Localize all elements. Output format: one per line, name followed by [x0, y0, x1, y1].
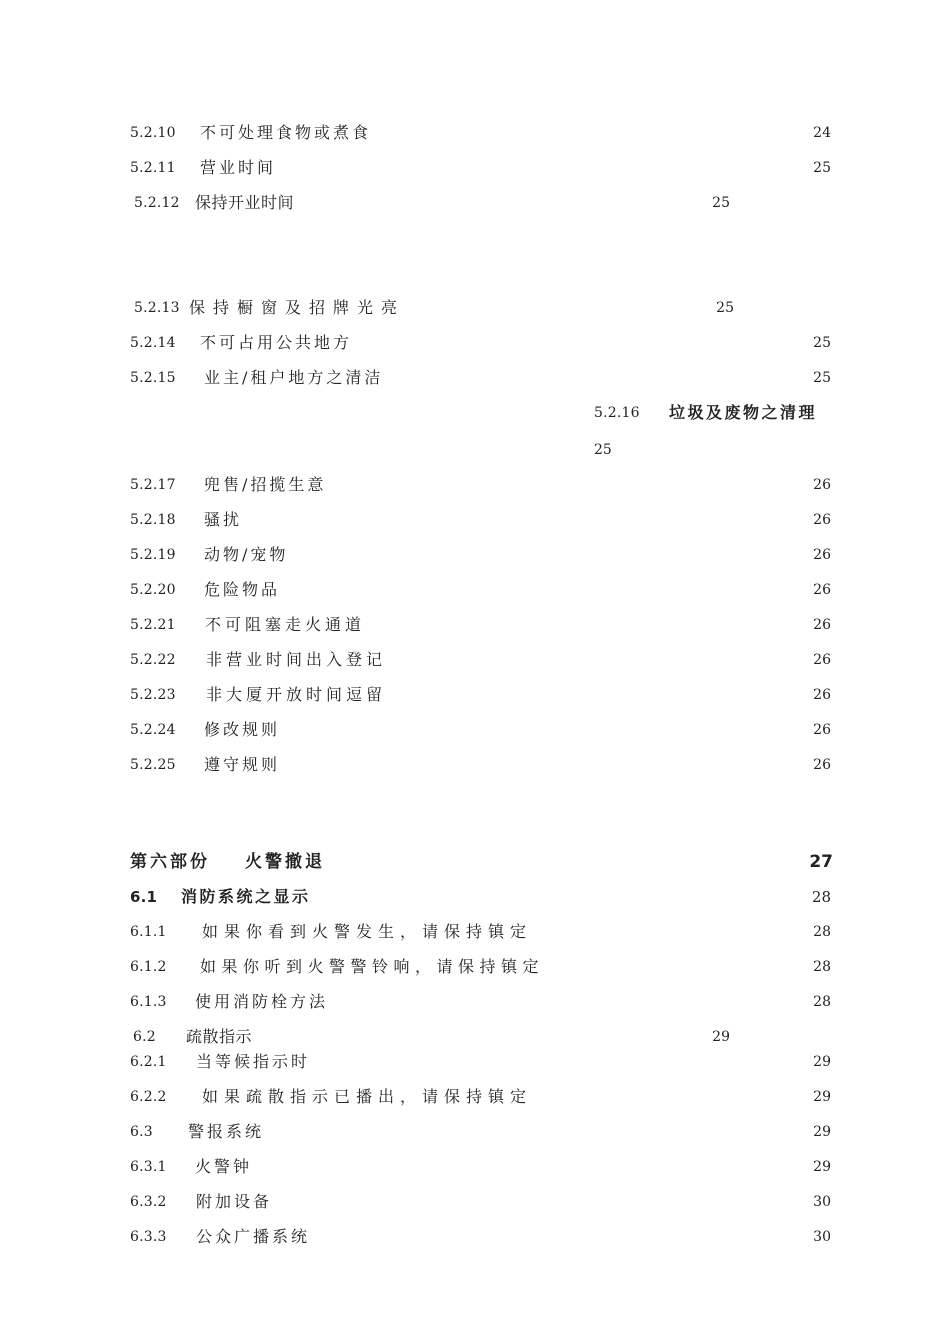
- toc-entry-5-2-18: [0, 508, 950, 532]
- toc-page-number: 25: [813, 370, 831, 386]
- toc-entry-5-2-17: [0, 473, 950, 497]
- toc-entry-6-1: [0, 885, 950, 909]
- toc-number: 5.2.21: [130, 617, 176, 633]
- toc-number: 5.2.25: [130, 757, 176, 773]
- toc-title: 消防系统之显示: [181, 887, 311, 906]
- toc-number: 6.2: [133, 1029, 156, 1045]
- toc-number: 5.2.19: [130, 547, 176, 563]
- toc-page-number: 26: [813, 652, 831, 668]
- toc-title: 警报系统: [188, 1122, 265, 1141]
- toc-page-number: 26: [813, 512, 831, 528]
- toc-page-number: 26: [813, 477, 831, 493]
- toc-title: 使用消防栓方法: [195, 992, 329, 1011]
- toc-number: 6.3.3: [130, 1229, 167, 1245]
- toc-title: 如果你看到火警发生，请保持镇定: [202, 922, 533, 941]
- toc-page-number: 29: [712, 1029, 730, 1045]
- toc-page-number: 25: [813, 335, 831, 351]
- toc-section-title: 火警撤退: [245, 852, 325, 872]
- toc-title: 附加设备: [196, 1192, 273, 1211]
- toc-title: 兜售/招揽生意: [204, 475, 327, 494]
- toc-number: 5.2.17: [130, 477, 176, 493]
- toc-number: 6.1.3: [130, 994, 167, 1010]
- toc-page-number: 29: [813, 1124, 831, 1140]
- toc-title: 当等候指示时: [196, 1052, 311, 1071]
- toc-number: 5.2.15: [130, 370, 176, 386]
- toc-entry-6-1-1: [0, 920, 950, 944]
- toc-entry-5-2-16-page: [0, 438, 950, 462]
- toc-entry-6-2: [0, 1025, 950, 1049]
- toc-number: 5.2.20: [130, 582, 176, 598]
- toc-number: 6.2.2: [130, 1089, 167, 1105]
- toc-title: 动物/宠物: [204, 545, 289, 564]
- toc-page-number: 30: [813, 1194, 831, 1210]
- toc-section-number: 第六部份: [130, 852, 210, 872]
- toc-page-number: 28: [811, 888, 831, 906]
- toc-title: 疏散指示: [186, 1027, 253, 1046]
- toc-number: 6.1.2: [130, 959, 167, 975]
- toc-page-number: 29: [813, 1159, 831, 1175]
- toc-page-number: 28: [813, 924, 831, 940]
- toc-section-6: [0, 850, 950, 874]
- toc-title: 垃圾及废物之清理: [669, 403, 818, 422]
- toc-number: 5.2.23: [130, 687, 176, 703]
- toc-page-number: 26: [813, 617, 831, 633]
- toc-page-number: 28: [813, 959, 831, 975]
- toc-number: 5.2.16: [594, 405, 640, 421]
- toc-entry-5-2-12: [0, 191, 950, 215]
- toc-page-number: 30: [813, 1229, 831, 1245]
- toc-title: 营业时间: [200, 158, 277, 177]
- toc-number: 5.2.22: [130, 652, 176, 668]
- toc-entry-5-2-13: [0, 296, 950, 320]
- toc-page-number: 25: [712, 195, 730, 211]
- toc-title: 如果你听到火警警铃响，请保持镇定: [200, 957, 545, 976]
- toc-title: 修改规则: [204, 720, 281, 739]
- toc-number: 5.2.12: [134, 195, 180, 211]
- toc-title: 如果疏散指示已播出，请保持镇定: [202, 1087, 533, 1106]
- toc-entry-6-3-3: [0, 1225, 950, 1249]
- toc-entry-6-1-2: [0, 955, 950, 979]
- toc-number: 6.3.1: [130, 1159, 167, 1175]
- toc-entry-6-2-2: [0, 1085, 950, 1109]
- toc-number: 5.2.11: [130, 160, 176, 176]
- toc-number: 5.2.18: [130, 512, 176, 528]
- toc-number: 5.2.13: [134, 300, 180, 316]
- toc-page-number: 29: [813, 1089, 831, 1105]
- toc-number: 5.2.24: [130, 722, 176, 738]
- toc-number: 6.1.1: [130, 924, 167, 940]
- toc-page-number: 26: [813, 757, 831, 773]
- toc-title: 危险物品: [204, 580, 281, 599]
- toc-page-number: 25: [813, 160, 831, 176]
- toc-number: 5.2.14: [130, 335, 176, 351]
- toc-title: 公众广播系统: [196, 1227, 311, 1246]
- toc-page-number: 29: [813, 1054, 831, 1070]
- toc-entry-5-2-14: [0, 331, 950, 355]
- toc-number: 5.2.10: [130, 125, 176, 141]
- toc-title: 非大厦开放时间逗留: [206, 685, 387, 704]
- toc-entry-5-2-15: [0, 366, 950, 390]
- toc-page-number: 25: [594, 442, 612, 458]
- toc-page-number: 26: [813, 547, 831, 563]
- toc-page-number: 25: [716, 300, 734, 316]
- toc-entry-5-2-20: [0, 578, 950, 602]
- toc-entry-6-2-1: [0, 1050, 950, 1074]
- toc-number: 6.2.1: [130, 1054, 167, 1070]
- toc-title: 非营业时间出入登记: [206, 650, 387, 669]
- toc-entry-6-1-3: [0, 990, 950, 1014]
- toc-title: 保持开业时间: [195, 193, 295, 212]
- toc-entry-5-2-22: [0, 648, 950, 672]
- toc-entry-5-2-16: [0, 401, 950, 425]
- toc-title: 遵守规则: [204, 755, 281, 774]
- toc-page-number: 26: [813, 687, 831, 703]
- toc-entry-5-2-19: [0, 543, 950, 567]
- toc-page-number: 26: [813, 582, 831, 598]
- toc-page-number: 26: [813, 722, 831, 738]
- toc-page-number: 24: [813, 125, 831, 141]
- toc-entry-6-3: [0, 1120, 950, 1144]
- toc-page-number: 27: [809, 852, 833, 872]
- toc-entry-5-2-21: [0, 613, 950, 637]
- toc-title: 不可占用公共地方: [200, 333, 353, 352]
- toc-page-number: 28: [813, 994, 831, 1010]
- toc-entry-5-2-25: [0, 753, 950, 777]
- toc-title: 保持橱窗及招牌光亮: [189, 298, 406, 317]
- toc-title: 火警钟: [195, 1157, 253, 1176]
- toc-number: 6.3: [130, 1124, 153, 1140]
- toc-title: 业主/租户地方之清洁: [204, 368, 384, 387]
- toc-entry-5-2-10: [0, 121, 950, 145]
- toc-title: 不可处理食物或煮食: [200, 123, 372, 142]
- toc-entry-5-2-24: [0, 718, 950, 742]
- toc-entry-6-3-1: [0, 1155, 950, 1179]
- toc-number: 6.3.2: [130, 1194, 167, 1210]
- toc-number: 6.1: [130, 888, 158, 906]
- toc-entry-6-3-2: [0, 1190, 950, 1214]
- toc-entry-5-2-23: [0, 683, 950, 707]
- toc-entry-5-2-11: [0, 156, 950, 180]
- toc-title: 不可阻塞走火通道: [205, 615, 366, 634]
- toc-title: 骚扰: [204, 510, 243, 529]
